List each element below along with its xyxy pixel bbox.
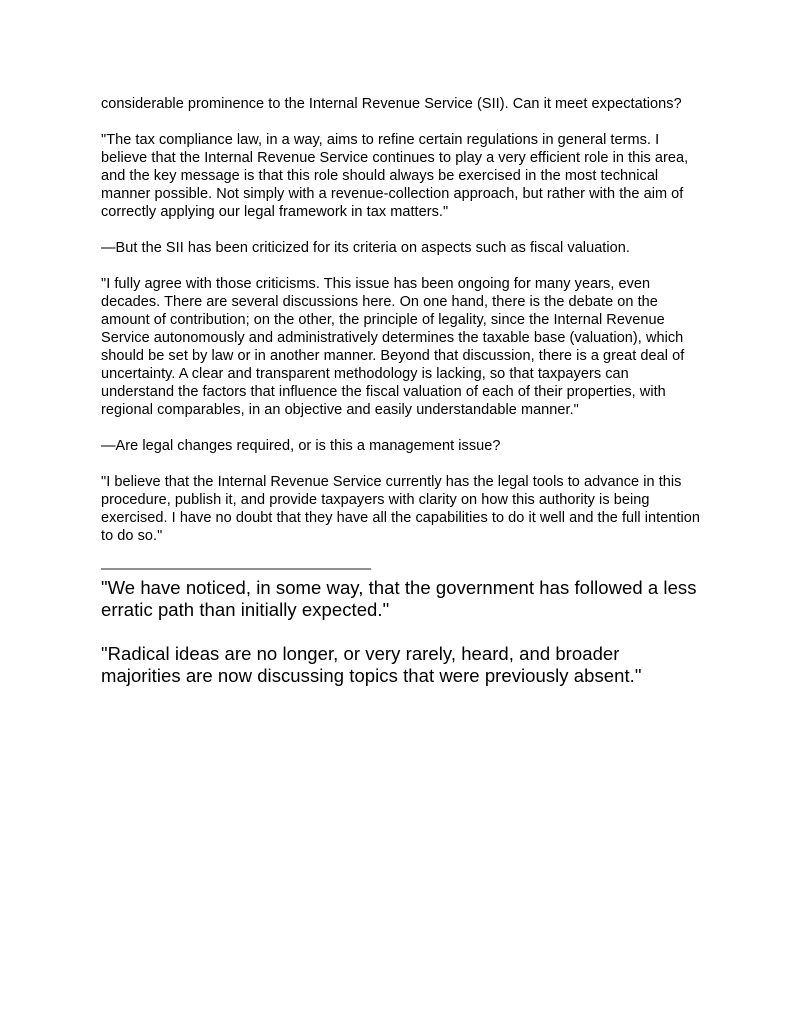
pull-quote-government: "We have noticed, in some way, that the government has followed a less erratic path than initially expected.": [101, 577, 697, 620]
document-page: [101, 95, 701, 709]
body-paragraph-intro: considerable prominence to the Internal Revenue Service (SII). Can it meet expectations?: [101, 96, 682, 112]
body-paragraph-answer-legal-tools: "I believe that the Internal Revenue Service currently has the legal tools to advance in this procedure, publish it, and provide taxpayers with clarity on how this authority is being exercised. I have no doubt that they have all the capabilities to do it well and the full intention to do so.": [101, 474, 701, 544]
body-paragraph-answer-criticisms: "I fully agree with those criticisms. This issue has been ongoing for many years, even decades. There are several discussions here. On one hand, there is the debate on the amount of contribution; on the other, the principle of legality, since the Internal Revenue Service autonomously and administratively determines the taxable base (valuation), which should be set by law or in another manner. Beyond that discussion, there is a great deal of uncertainty. A clear and transparent methodology is lacking, so that taxpayers can understand the factors that influence the fiscal valuation of each of their properties, with regional comparables, in an objective and easily understandable manner.": [101, 276, 685, 418]
pull-quote-radical-ideas: "Radical ideas are no longer, or very rarely, heard, and broader majorities are now discussing topics that were previously absent.": [101, 643, 642, 686]
section-separator: ———————————————————: [101, 561, 371, 577]
interview-question-legal-changes: —Are legal changes required, or is this a management issue?: [101, 438, 501, 454]
interview-question-valuation: —But the SII has been criticized for its criteria on aspects such as fiscal valuation.: [101, 240, 630, 256]
body-paragraph-answer-compliance: "The tax compliance law, in a way, aims to refine certain regulations in general terms. I believe that the Internal Revenue Service continues to play a very efficient role in this area, and the key message is that this role should always be exercised in the most technical manner possible. Not simply with a revenue-collection approach, but rather with the aim of correctly applying our legal framework in tax matters.": [101, 132, 689, 220]
